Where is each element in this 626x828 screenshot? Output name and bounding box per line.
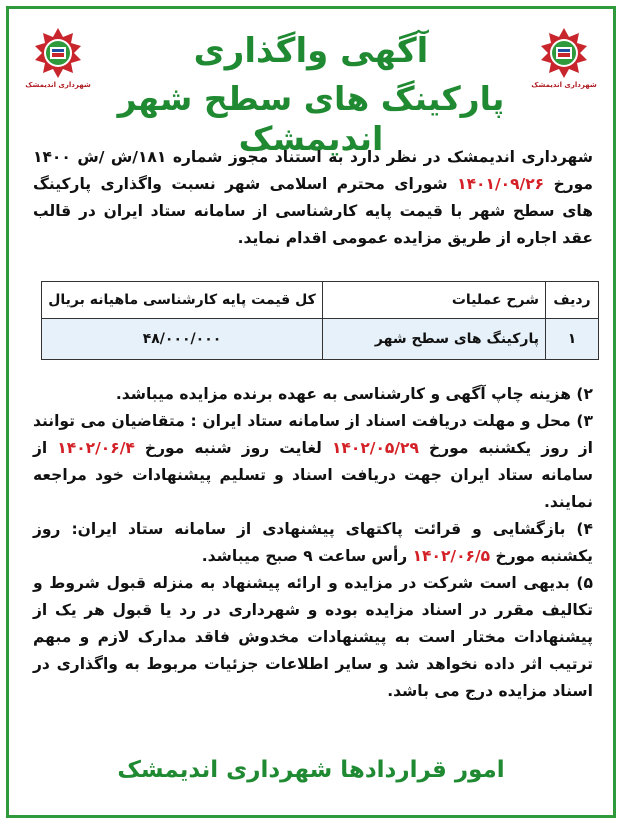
condition-3-text-a: ۳) محل و مهلت دریافت اسناد از سامانه ستاد ایران : متقاضیان می توانند از روز یکشنبه مورخ [33,412,593,457]
header-price: کل قیمت پایه کارشناسی ماهیانه بریال [42,282,323,319]
municipality-emblem-icon [32,27,84,79]
municipality-emblem-icon [538,27,590,79]
municipality-logo-left [25,27,91,97]
intro-paragraph [33,144,593,252]
intro-text-2: شورای محترم اسلامی شهر نسبت واگذاری پارکینگ های سطح شهر با قیمت پایه کارشناسی از سامانه ستاد ایران در قالب عقد اجاره از طریق مزایده عمومی اقدام نماید. [33,175,593,247]
intro-date: ۱۴۰۱/۰۹/۲۶ [457,175,545,193]
condition-item-3 [33,408,593,516]
notice-title: آگهی واگذاری [193,31,429,71]
condition-item-2: ۲) هزینه چاپ آگهی و کارشناسی به عهده برنده مزایده میباشد. [115,385,593,403]
logo-caption: شهرداری اندیمشک [531,81,597,89]
cell-price: ۴۸/۰۰۰/۰۰۰ [42,319,323,360]
condition-3-text-b: لغایت روز شنبه مورخ [134,439,332,457]
condition-3-end-date: ۱۴۰۲/۰۶/۴ [57,439,135,457]
notice-subtitle: پارکینگ های سطح شهر اندیمشک [117,79,505,158]
intro-text-1: شهرداری اندیمشک در نظر دارد به استناد مجوز شماره ۱۸۱/ش /ش ۱۴۰۰ مورخ [33,148,593,193]
condition-4-text-a: ۴) بازگشایی و قرائت پاکتهای پیشنهادی از سامانه ستاد ایران: روز یکشنبه مورخ [33,520,593,565]
condition-4-text-b: رأس ساعت ۹ صبح میباشد. [201,547,413,565]
notice-frame [6,6,616,818]
condition-item-4 [33,516,593,570]
table-row [42,319,599,360]
condition-item-5: ۵) بدیهی است شرکت در مزایده و ارائه پیشنهاد به منزله قبول شروط و تکالیف مقرر در اسناد مزایده بوده و شهرداری در رد یا قبول هر یک از پیشنهادات مختار است به پیشنهادات مخدوش فاقد مدارک لازم و مبهم ترتیب اثر داده نخواهد شد و سایر اطلاعات جزئیات مربوط به واگذاری در اسناد مزایده درج می باشد. [33,574,593,700]
condition-3-text-c: از سامانه ستاد ایران جهت دریافت اسناد و تسلیم پیشنهادات خود مراجعه نمایند. [33,439,593,511]
header-row-number: ردیف [546,282,599,319]
table-header-row [42,282,599,319]
condition-3-start-date: ۱۴۰۲/۰۵/۲۹ [331,439,419,457]
logo-caption: شهرداری اندیمشک [25,81,91,89]
cell-description: پارکینگ های سطح شهر [323,319,546,360]
conditions-list [33,381,593,705]
header-description: شرح عملیات [323,282,546,319]
condition-4-date: ۱۴۰۲/۰۶/۵ [412,547,491,565]
cell-row-number: ۱ [546,319,599,360]
signature-line: امور قراردادها شهرداری اندیمشک [117,757,505,783]
operations-table [41,281,599,360]
municipality-logo-right [531,27,597,97]
